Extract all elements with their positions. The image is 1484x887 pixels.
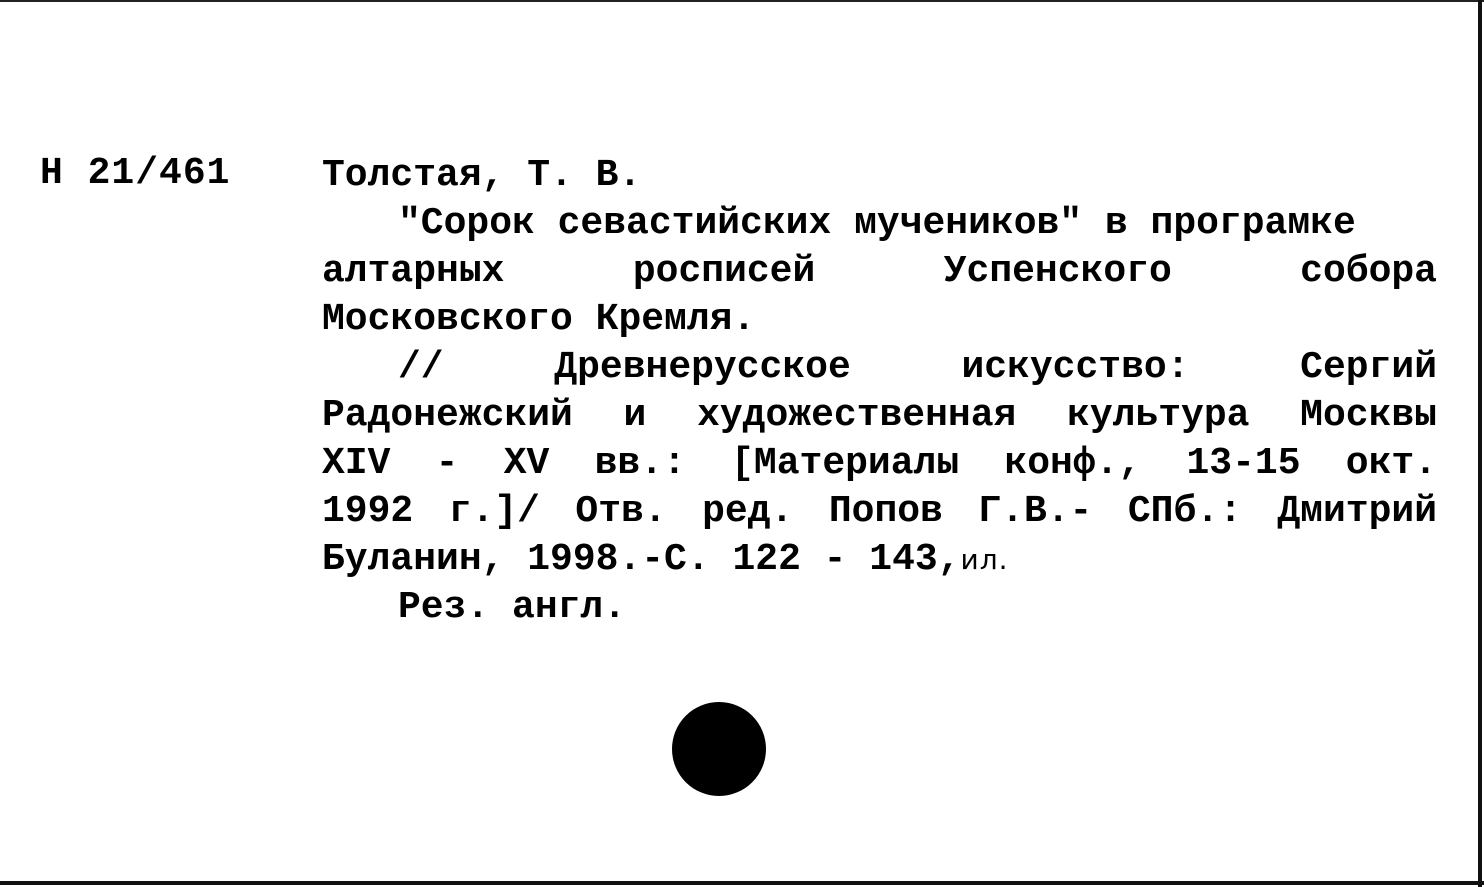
card-right-edge <box>1478 0 1482 887</box>
card-top-edge <box>0 0 1484 2</box>
source-line-1: // Древнерусское искусство: Сергий <box>398 346 1437 389</box>
handwritten-illustrations-note: ил. <box>960 543 1009 576</box>
punch-hole <box>672 702 766 796</box>
shelfmark: Н 21/461 <box>40 152 231 195</box>
bibliographic-record <box>322 152 1437 632</box>
pagination-line <box>322 536 1437 584</box>
card-bottom-edge <box>0 881 1484 885</box>
pagination-text: Буланин, 1998.-С. 122 - 143, <box>322 538 961 581</box>
summary-note: Рез. англ. <box>398 586 627 629</box>
title-line-3: Московского Кремля. <box>322 298 756 341</box>
title-line-1: "Сорок севастийских мучеников" в програмке <box>398 202 1356 245</box>
title-line-2: алтарных росписей Успенского собора <box>322 250 1437 293</box>
author-line: Толстая, Т. В. <box>322 154 642 197</box>
source-line-3: XIV - XV вв.: [Материалы конф., 13-15 окт. <box>322 442 1437 485</box>
source-line-2: Радонежский и художественная культура Москвы <box>322 394 1437 437</box>
source-line-4: 1992 г.]/ Отв. ред. Попов Г.В.- СПб.: Дмитрий <box>322 490 1437 533</box>
